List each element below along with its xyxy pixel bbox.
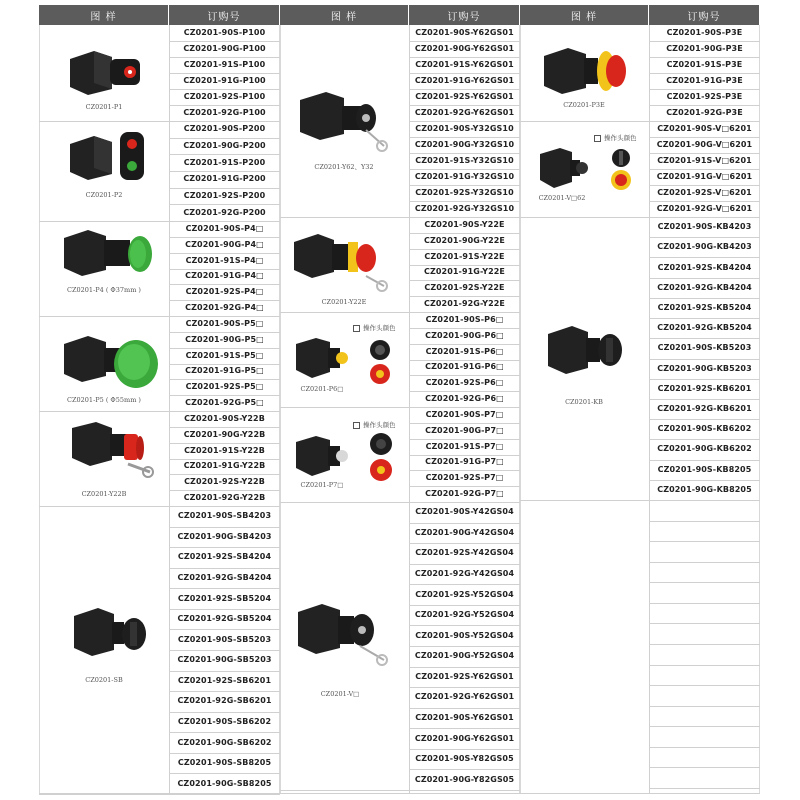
order-code: CZ0201-90G-KB6202 (657, 444, 752, 454)
row-divider (649, 338, 760, 339)
row-divider (169, 588, 280, 589)
row-divider (280, 407, 520, 408)
divider (169, 25, 170, 794)
row-divider (169, 395, 280, 396)
order-code: CZ0201-92G-Y62GS01 (414, 692, 515, 702)
order-code: CZ0201-92S-Y22B (184, 477, 265, 487)
row-divider (649, 726, 760, 727)
row-divider (169, 609, 280, 610)
order-code: CZ0201-92S-Y62GS01 (415, 92, 514, 101)
row-divider (649, 399, 760, 400)
product-image-kb (544, 324, 628, 380)
order-code: CZ0201-90G-P7□ (425, 425, 504, 435)
order-code: CZ0201-92S-KB4204 (657, 262, 752, 272)
product-image-sb (70, 604, 150, 660)
product-image-y62y32 (296, 86, 392, 156)
row-divider (409, 328, 520, 329)
order-code: CZ0201-91S-P6□ (425, 346, 504, 356)
order-code: CZ0201-90S-KB5203 (657, 343, 752, 353)
row-divider (649, 623, 760, 624)
row-divider (649, 767, 760, 768)
row-divider (39, 316, 280, 317)
row-divider (169, 348, 280, 349)
row-divider (520, 217, 760, 218)
order-code: CZ0201-92G-Y52GS04 (414, 610, 515, 620)
order-code: CZ0201-92G-SB4204 (177, 573, 272, 582)
row-divider (280, 312, 520, 313)
product-image-p2 (64, 128, 154, 184)
row-divider (409, 470, 520, 471)
row-divider (409, 265, 520, 266)
order-code: CZ0201-92S-P4□ (185, 287, 264, 297)
color-note-p6: 操作头颜色 (353, 323, 396, 332)
row-divider (169, 527, 280, 528)
order-code: CZ0201-92S-P5□ (185, 382, 264, 392)
row-divider (649, 603, 760, 604)
order-code: CZ0201-90S-P3E (666, 28, 743, 37)
product-image-p7 (294, 436, 350, 478)
row-divider (649, 201, 760, 202)
row-divider (649, 439, 760, 440)
order-code: CZ0201-90S-KB8205 (657, 464, 752, 474)
caption-y22e: CZ0201-Y22E (321, 298, 367, 306)
row-divider (169, 269, 280, 270)
row-divider (409, 769, 520, 770)
row-divider (169, 629, 280, 630)
order-code: CZ0201-90G-P3E (666, 44, 743, 53)
row-divider (409, 564, 520, 565)
product-image-p5 (60, 330, 160, 392)
header-image-3: 图 样 (520, 5, 649, 25)
row-divider (169, 105, 280, 106)
order-code: CZ0201-92G-Y32GS10 (414, 204, 515, 213)
order-code: CZ0201-90G-P4□ (185, 239, 264, 249)
order-code: CZ0201-90S-P5□ (185, 318, 264, 328)
order-code: CZ0201-92G-Y42GS04 (414, 569, 515, 578)
order-code: CZ0201-90G-Y62GS01 (414, 44, 515, 53)
row-divider (409, 455, 520, 456)
row-divider (169, 300, 280, 301)
order-code: CZ0201-92S-P6□ (425, 378, 504, 388)
row-divider (409, 708, 520, 709)
order-code: CZ0201-90S-KB6202 (657, 424, 752, 434)
product-image-p6 (294, 336, 350, 382)
row-divider (169, 650, 280, 651)
order-code: CZ0201-92S-P3E (666, 92, 743, 101)
row-divider (39, 506, 280, 507)
row-divider (520, 500, 760, 501)
row-divider (169, 204, 280, 205)
row-divider (169, 427, 280, 428)
row-divider (409, 360, 520, 361)
row-divider (409, 543, 520, 544)
row-divider (409, 121, 520, 122)
row-divider (409, 625, 520, 626)
order-code: CZ0201-91G-P3E (666, 76, 743, 85)
row-divider (649, 278, 760, 279)
order-code: CZ0201-90S-Y52GS04 (415, 630, 514, 640)
row-divider (409, 73, 520, 74)
row-divider (409, 57, 520, 58)
row-divider (169, 753, 280, 754)
row-divider (409, 486, 520, 487)
divider (409, 25, 410, 794)
row-divider (39, 794, 280, 795)
row-divider (409, 584, 520, 585)
caption-v: CZ0201-V□ (320, 690, 360, 698)
order-code: CZ0201-92S-V□6201 (657, 188, 752, 197)
row-divider (649, 41, 760, 42)
caption-kb: CZ0201-KB (565, 398, 603, 406)
row-divider (169, 379, 280, 380)
row-divider (649, 318, 760, 319)
product-image-v62 (538, 146, 590, 190)
order-code: CZ0201-90S-P200 (183, 124, 266, 134)
row-divider (169, 188, 280, 189)
order-code: CZ0201-90G-KB5203 (657, 363, 752, 373)
order-code: CZ0201-92S-P200 (183, 191, 266, 200)
order-code: CZ0201-90S-Y32GS10 (415, 124, 514, 133)
order-code: CZ0201-91G-P4□ (185, 271, 264, 281)
row-divider (39, 121, 280, 122)
order-code: CZ0201-90G-SB8205 (177, 778, 272, 788)
row-divider (169, 691, 280, 692)
order-code: CZ0201-90S-SB5203 (177, 634, 272, 644)
order-code: CZ0201-92G-P100 (183, 108, 266, 117)
product-image-v (294, 600, 394, 670)
order-code: CZ0201-91S-Y22E (424, 251, 505, 261)
row-divider (169, 253, 280, 254)
order-code: CZ0201-92G-KB6201 (657, 404, 752, 414)
product-image-p6-heads (366, 338, 394, 386)
caption-p1: CZ0201-P1 (85, 103, 123, 111)
order-code: CZ0201-92G-P4□ (185, 303, 264, 313)
product-image-p7-heads (366, 432, 396, 482)
order-code: CZ0201-92G-Y22B (183, 493, 266, 503)
order-code: CZ0201-91S-Y22B (184, 445, 265, 455)
order-code: CZ0201-90G-KB8205 (657, 484, 752, 494)
order-code: CZ0201-90S-KB4203 (657, 222, 752, 232)
row-divider (649, 137, 760, 138)
row-divider (169, 459, 280, 460)
row-divider (649, 747, 760, 748)
order-code: CZ0201-92G-Y22E (424, 299, 505, 309)
order-code: CZ0201-91S-P5□ (185, 350, 264, 360)
order-code: CZ0201-92G-P6□ (425, 394, 504, 404)
order-code: CZ0201-91S-P7□ (425, 441, 504, 451)
header-order-1: 订购号 (169, 5, 280, 25)
row-divider (409, 605, 520, 606)
row-divider (409, 185, 520, 186)
row-divider (169, 171, 280, 172)
order-code: CZ0201-90G-V□6201 (656, 140, 753, 149)
order-code: CZ0201-92S-P7□ (425, 473, 504, 483)
row-divider (649, 541, 760, 542)
row-divider (409, 137, 520, 138)
product-image-p3e (540, 44, 630, 98)
order-code: CZ0201-91S-Y62GS01 (415, 60, 514, 69)
order-code: CZ0201-90S-P7□ (425, 409, 504, 419)
order-code: CZ0201-92S-SB6201 (177, 675, 272, 685)
order-code: CZ0201-90S-Y42GS04 (415, 507, 514, 517)
row-divider (409, 523, 520, 524)
order-code: CZ0201-92S-SB4204 (177, 552, 272, 562)
order-code: CZ0201-92G-KB5204 (657, 323, 752, 333)
order-code: CZ0201-92S-P100 (183, 92, 266, 101)
row-divider (169, 57, 280, 58)
order-code: CZ0201-90S-P6□ (425, 314, 504, 324)
row-divider (409, 280, 520, 281)
order-code: CZ0201-91G-P100 (183, 76, 266, 85)
header-order-2: 订购号 (409, 5, 520, 25)
row-divider (409, 687, 520, 688)
order-code: CZ0201-91S-P200 (183, 157, 266, 167)
order-code: CZ0201-91S-P100 (183, 60, 266, 69)
order-code: CZ0201-90S-SB8205 (177, 758, 272, 768)
order-code: CZ0201-90S-SB4203 (177, 511, 272, 521)
row-divider (169, 332, 280, 333)
order-code: CZ0201-90G-Y22B (183, 429, 266, 439)
row-divider (409, 646, 520, 647)
row-divider (649, 562, 760, 563)
color-note-v62: 操作头颜色 (594, 133, 637, 142)
order-code: CZ0201-91G-P7□ (425, 457, 504, 467)
row-divider (649, 105, 760, 106)
order-code: CZ0201-90S-Y62GS01 (415, 28, 514, 37)
order-code: CZ0201-92S-KB5204 (657, 302, 752, 312)
row-divider (409, 391, 520, 392)
caption-p5: CZ0201-P5 ( Φ55mm ) (67, 396, 141, 404)
order-code: CZ0201-92S-SB5204 (177, 593, 272, 603)
order-code: CZ0201-90S-V□6201 (657, 124, 752, 133)
row-divider (409, 169, 520, 170)
row-divider (409, 423, 520, 424)
header-image-2: 图 样 (280, 5, 409, 25)
row-divider (649, 257, 760, 258)
caption-v62: CZ0201-V□62 (538, 194, 586, 202)
row-divider (409, 153, 520, 154)
order-code: CZ0201-92G-SB6201 (177, 696, 272, 706)
row-divider (649, 73, 760, 74)
row-divider (409, 728, 520, 729)
row-divider (169, 154, 280, 155)
order-code: CZ0201-90G-P5□ (185, 334, 264, 344)
product-image-y22e (290, 232, 390, 296)
order-code: CZ0201-90S-Y22E (424, 219, 505, 229)
order-code: CZ0201-91S-P3E (666, 60, 743, 69)
order-code: CZ0201-90G-Y82GS05 (414, 774, 515, 784)
row-divider (409, 439, 520, 440)
row-divider (649, 237, 760, 238)
row-divider (169, 568, 280, 569)
row-divider (169, 364, 280, 365)
order-code: CZ0201-92G-P200 (183, 207, 266, 217)
order-code: CZ0201-90G-P6□ (425, 330, 504, 340)
order-code: CZ0201-92G-Y62GS01 (414, 108, 515, 117)
row-divider (649, 706, 760, 707)
row-divider (169, 138, 280, 139)
order-code: CZ0201-92S-Y42GS04 (415, 548, 514, 558)
row-divider (649, 521, 760, 522)
row-divider (649, 460, 760, 461)
row-divider (169, 732, 280, 733)
row-divider (649, 480, 760, 481)
caption-y22b: CZ0201-Y22B (81, 490, 127, 498)
row-divider (169, 89, 280, 90)
row-divider (169, 712, 280, 713)
row-divider (409, 344, 520, 345)
row-divider (649, 185, 760, 186)
order-code: CZ0201-90G-P100 (183, 44, 266, 53)
order-code: CZ0201-90S-Y82GS05 (415, 754, 514, 764)
row-divider (649, 685, 760, 686)
row-divider (169, 671, 280, 672)
order-code: CZ0201-91G-Y22B (183, 461, 266, 471)
row-divider (169, 41, 280, 42)
row-divider (409, 41, 520, 42)
order-code: CZ0201-90G-Y62GS01 (414, 733, 515, 743)
order-code: CZ0201-90G-Y22E (424, 235, 505, 245)
row-divider (649, 359, 760, 360)
row-divider (409, 89, 520, 90)
row-divider (169, 547, 280, 548)
row-divider (649, 89, 760, 90)
order-code: CZ0201-90G-P200 (183, 141, 266, 150)
caption-p4: CZ0201-P4 ( Φ37mm ) (67, 286, 141, 294)
caption-p2: CZ0201-P2 (85, 191, 123, 199)
order-code: CZ0201-92S-KB6201 (657, 383, 752, 393)
row-divider (649, 57, 760, 58)
row-divider (409, 249, 520, 250)
order-code: CZ0201-90S-SB6202 (177, 717, 272, 726)
row-divider (649, 665, 760, 666)
row-divider (409, 749, 520, 750)
order-code: CZ0201-92G-SB5204 (177, 614, 272, 624)
color-note-p7: 操作头颜色 (353, 420, 396, 429)
order-code: CZ0201-91S-Y32GS10 (415, 156, 514, 165)
order-code: CZ0201-92G-P7□ (425, 489, 504, 499)
row-divider (409, 201, 520, 202)
order-code: CZ0201-91G-Y62GS01 (414, 76, 515, 85)
order-code: CZ0201-90S-Y62GS01 (415, 713, 514, 722)
product-image-p1 (64, 45, 144, 97)
order-code: CZ0201-92G-P5□ (185, 398, 264, 408)
row-divider (649, 169, 760, 170)
row-divider (409, 105, 520, 106)
product-image-y22b (68, 420, 158, 480)
row-divider (409, 667, 520, 668)
order-code: CZ0201-92G-KB4204 (657, 282, 752, 292)
product-image-p4 (60, 226, 155, 278)
order-code: CZ0201-91G-P6□ (425, 362, 504, 372)
row-divider (169, 443, 280, 444)
order-code: CZ0201-90S-P100 (183, 28, 266, 37)
caption-p7: CZ0201-P7□ (300, 481, 344, 489)
row-divider (649, 419, 760, 420)
order-code: CZ0201-90G-SB5203 (177, 655, 272, 665)
row-divider (649, 788, 760, 789)
order-code: CZ0201-91S-V□6201 (657, 156, 752, 165)
row-divider (169, 474, 280, 475)
row-divider (280, 217, 520, 218)
order-code: CZ0201-92S-Y52GS04 (415, 589, 514, 599)
order-code: CZ0201-90G-SB6202 (177, 737, 272, 747)
order-code: CZ0201-90S-P4□ (185, 223, 264, 233)
order-code: CZ0201-91G-V□6201 (656, 172, 753, 181)
caption-sb: CZ0201-SB (85, 676, 123, 684)
row-divider (169, 284, 280, 285)
row-divider (649, 298, 760, 299)
caption-p6: CZ0201-P6□ (300, 385, 344, 393)
order-code: CZ0201-91S-P4□ (185, 255, 264, 265)
header-order-3: 订购号 (649, 5, 760, 25)
order-code: CZ0201-92G-P3E (666, 108, 743, 117)
row-divider (280, 502, 520, 503)
row-divider (409, 375, 520, 376)
order-code: CZ0201-92S-Y62GS01 (415, 671, 514, 681)
row-divider (409, 296, 520, 297)
order-code: CZ0201-91G-Y22E (424, 267, 505, 277)
order-code: CZ0201-92S-Y32GS10 (415, 188, 514, 197)
order-code: CZ0201-91G-P5□ (185, 366, 264, 376)
order-code: CZ0201-91G-Y32GS10 (414, 172, 515, 181)
row-divider (169, 73, 280, 74)
order-code: CZ0201-90G-SB4203 (177, 531, 272, 541)
row-divider (649, 582, 760, 583)
order-code: CZ0201-90G-KB4203 (657, 242, 752, 252)
caption-p3e: CZ0201-P3E (563, 101, 605, 109)
product-image-v62-heads (608, 146, 634, 192)
row-divider (649, 379, 760, 380)
order-code: CZ0201-90S-Y22B (184, 413, 265, 423)
row-divider (39, 411, 280, 412)
row-divider (280, 790, 520, 791)
row-divider (39, 221, 280, 222)
row-divider (169, 773, 280, 774)
row-divider (169, 237, 280, 238)
order-code: CZ0201-91G-P200 (183, 174, 266, 184)
row-divider (409, 233, 520, 234)
order-code: CZ0201-92G-V□6201 (656, 204, 753, 213)
row-divider (169, 490, 280, 491)
caption-y62y32: CZ0201-Y62、Y32 (314, 163, 374, 171)
row-divider (649, 153, 760, 154)
row-divider (649, 644, 760, 645)
divider (649, 25, 650, 794)
header-image-1: 图 样 (39, 5, 169, 25)
row-divider (520, 121, 760, 122)
order-code: CZ0201-92S-Y22E (424, 283, 505, 293)
order-code: CZ0201-90G-Y42GS04 (414, 527, 515, 537)
order-code: CZ0201-90G-Y52GS04 (414, 651, 515, 661)
order-code: CZ0201-90G-Y32GS10 (414, 140, 515, 149)
